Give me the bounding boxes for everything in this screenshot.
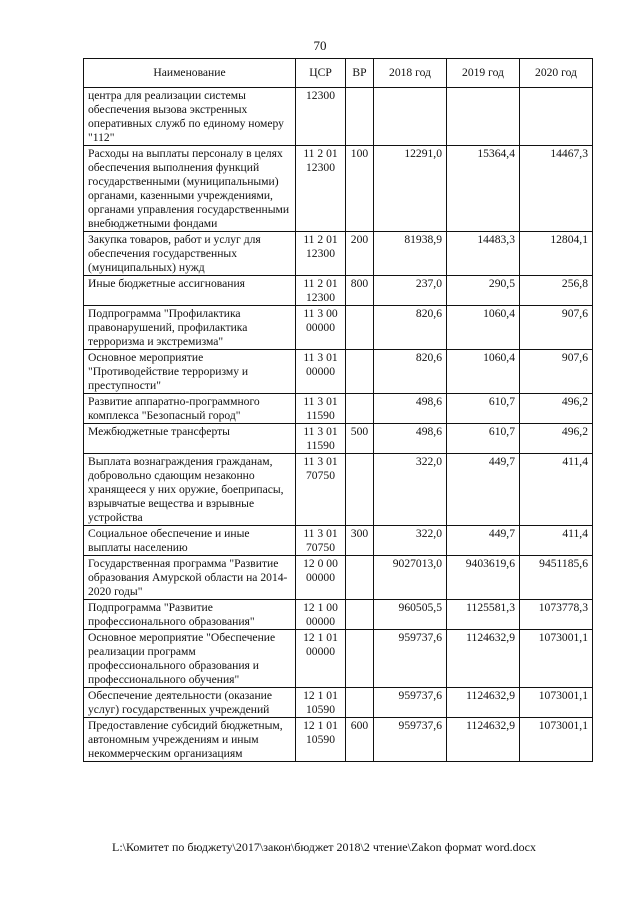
cell-2018: 959737,6: [374, 630, 447, 688]
table-row: [84, 424, 593, 454]
cell-name: Закупка товаров, работ и услуг для обеспечения государственных (муниципальных) нужд: [84, 232, 296, 276]
cell-vr: [346, 630, 374, 688]
cell-2019: 610,7: [447, 394, 520, 424]
cell-vr: [346, 88, 374, 146]
cell-2018: 960505,5: [374, 600, 447, 630]
table-row: [84, 394, 593, 424]
table-row: [84, 718, 593, 762]
footer-file-path: L:\Комитет по бюджету\2017\закон\бюджет 2018\2 чтение\Zakon формат word.docx: [112, 840, 536, 854]
table-row: [84, 306, 593, 350]
table-row: [84, 688, 593, 718]
cell-2020: 907,6: [520, 350, 593, 394]
cell-name: Основное мероприятие "Противодействие терроризму и преступности": [84, 350, 296, 394]
cell-name: Государственная программа "Развитие образования Амурской области на 2014-2020 годы": [84, 556, 296, 600]
cell-vr: [346, 556, 374, 600]
table-row: [84, 232, 593, 276]
cell-2020: 256,8: [520, 276, 593, 306]
cell-2018: 959737,6: [374, 688, 447, 718]
cell-vr: [346, 394, 374, 424]
cell-vr: 600: [346, 718, 374, 762]
cell-name: Социальное обеспечение и иные выплаты населению: [84, 526, 296, 556]
header-2020: 2020 год: [520, 59, 593, 88]
cell-vr: 300: [346, 526, 374, 556]
header-csr: ЦСР: [296, 59, 346, 88]
table-header-row: [84, 59, 593, 88]
cell-csr: 12 1 00 00000: [296, 600, 346, 630]
cell-name: Основное мероприятие "Обеспечение реализации программ профессионального образования и профессионального обучения": [84, 630, 296, 688]
cell-name: Межбюджетные трансферты: [84, 424, 296, 454]
cell-2018: [374, 88, 447, 146]
cell-2018: 498,6: [374, 424, 447, 454]
cell-csr: 11 2 01 12300: [296, 276, 346, 306]
cell-csr: 12 1 01 10590: [296, 718, 346, 762]
cell-2019: [447, 88, 520, 146]
cell-name: Обеспечение деятельности (оказание услуг) государственных учреждений: [84, 688, 296, 718]
table-row: [84, 600, 593, 630]
cell-2020: 411,4: [520, 454, 593, 526]
cell-csr: 12 0 00 00000: [296, 556, 346, 600]
cell-csr: 11 3 01 70750: [296, 454, 346, 526]
header-2019: 2019 год: [447, 59, 520, 88]
table-row: [84, 88, 593, 146]
cell-csr: 12 1 01 10590: [296, 688, 346, 718]
cell-csr: 11 3 01 11590: [296, 394, 346, 424]
cell-2018: 322,0: [374, 454, 447, 526]
cell-2020: 1073001,1: [520, 718, 593, 762]
cell-name: Подпрограмма "Развитие профессионального образования": [84, 600, 296, 630]
cell-2018: 9027013,0: [374, 556, 447, 600]
header-2018: 2018 год: [374, 59, 447, 88]
cell-vr: 800: [346, 276, 374, 306]
cell-csr: 11 3 00 00000: [296, 306, 346, 350]
cell-vr: [346, 688, 374, 718]
cell-csr: 11 3 01 00000: [296, 350, 346, 394]
table-row: [84, 454, 593, 526]
cell-2019: 1124632,9: [447, 718, 520, 762]
cell-2019: 1060,4: [447, 350, 520, 394]
cell-2019: 1125581,3: [447, 600, 520, 630]
budget-table: [83, 58, 593, 762]
cell-2019: 449,7: [447, 454, 520, 526]
cell-vr: 500: [346, 424, 374, 454]
cell-2019: 14483,3: [447, 232, 520, 276]
cell-2020: 1073778,3: [520, 600, 593, 630]
cell-vr: 100: [346, 146, 374, 232]
cell-2020: 496,2: [520, 424, 593, 454]
cell-vr: [346, 600, 374, 630]
cell-2020: 1073001,1: [520, 688, 593, 718]
cell-2020: [520, 88, 593, 146]
cell-2018: 820,6: [374, 350, 447, 394]
cell-2018: 12291,0: [374, 146, 447, 232]
cell-csr: 11 3 01 70750: [296, 526, 346, 556]
cell-csr: 11 2 01 12300: [296, 232, 346, 276]
cell-2019: 610,7: [447, 424, 520, 454]
cell-2020: 411,4: [520, 526, 593, 556]
table-row: [84, 526, 593, 556]
cell-2019: 1060,4: [447, 306, 520, 350]
cell-2018: 237,0: [374, 276, 447, 306]
cell-2019: 290,5: [447, 276, 520, 306]
cell-2019: 1124632,9: [447, 630, 520, 688]
table-row: [84, 276, 593, 306]
cell-csr: 12 1 01 00000: [296, 630, 346, 688]
table-row: [84, 350, 593, 394]
cell-2018: 81938,9: [374, 232, 447, 276]
cell-2018: 820,6: [374, 306, 447, 350]
cell-csr: 11 2 01 12300: [296, 146, 346, 232]
cell-name: центра для реализации системы обеспечения вызова экстренных оперативных служб по единому номеру "112": [84, 88, 296, 146]
table-row: [84, 556, 593, 600]
cell-2020: 14467,3: [520, 146, 593, 232]
cell-2020: 907,6: [520, 306, 593, 350]
cell-2018: 959737,6: [374, 718, 447, 762]
cell-csr: 12300: [296, 88, 346, 146]
table-row: [84, 630, 593, 688]
cell-csr: 11 3 01 11590: [296, 424, 346, 454]
cell-2020: 12804,1: [520, 232, 593, 276]
cell-2019: 449,7: [447, 526, 520, 556]
cell-name: Расходы на выплаты персоналу в целях обеспечения выполнения функций государственными (муниципальными) органами, казенными учреждениями, органами управления государственными внебюджетными фондами: [84, 146, 296, 232]
page-number: 70: [313, 38, 327, 53]
header-vr: ВР: [346, 59, 374, 88]
table-row: [84, 146, 593, 232]
cell-name: Подпрограмма "Профилактика правонарушений, профилактика терроризма и экстремизма": [84, 306, 296, 350]
cell-vr: 200: [346, 232, 374, 276]
cell-2019: 9403619,6: [447, 556, 520, 600]
cell-2020: 1073001,1: [520, 630, 593, 688]
cell-2019: 15364,4: [447, 146, 520, 232]
cell-2020: 496,2: [520, 394, 593, 424]
cell-2018: 322,0: [374, 526, 447, 556]
cell-2018: 498,6: [374, 394, 447, 424]
cell-vr: [346, 306, 374, 350]
cell-name: Выплата вознаграждения гражданам, добровольно сдающим незаконно хранящееся у них оружие, боеприпасы, взрывчатые вещества и взрывные устройства: [84, 454, 296, 526]
cell-name: Иные бюджетные ассигнования: [84, 276, 296, 306]
cell-vr: [346, 350, 374, 394]
cell-name: Развитие аппаратно-программного комплекса "Безопасный город": [84, 394, 296, 424]
header-name: Наименование: [84, 59, 296, 88]
cell-2019: 1124632,9: [447, 688, 520, 718]
cell-vr: [346, 454, 374, 526]
cell-2020: 9451185,6: [520, 556, 593, 600]
cell-name: Предоставление субсидий бюджетным, автономным учреждениям и иным некоммерческим организациям: [84, 718, 296, 762]
